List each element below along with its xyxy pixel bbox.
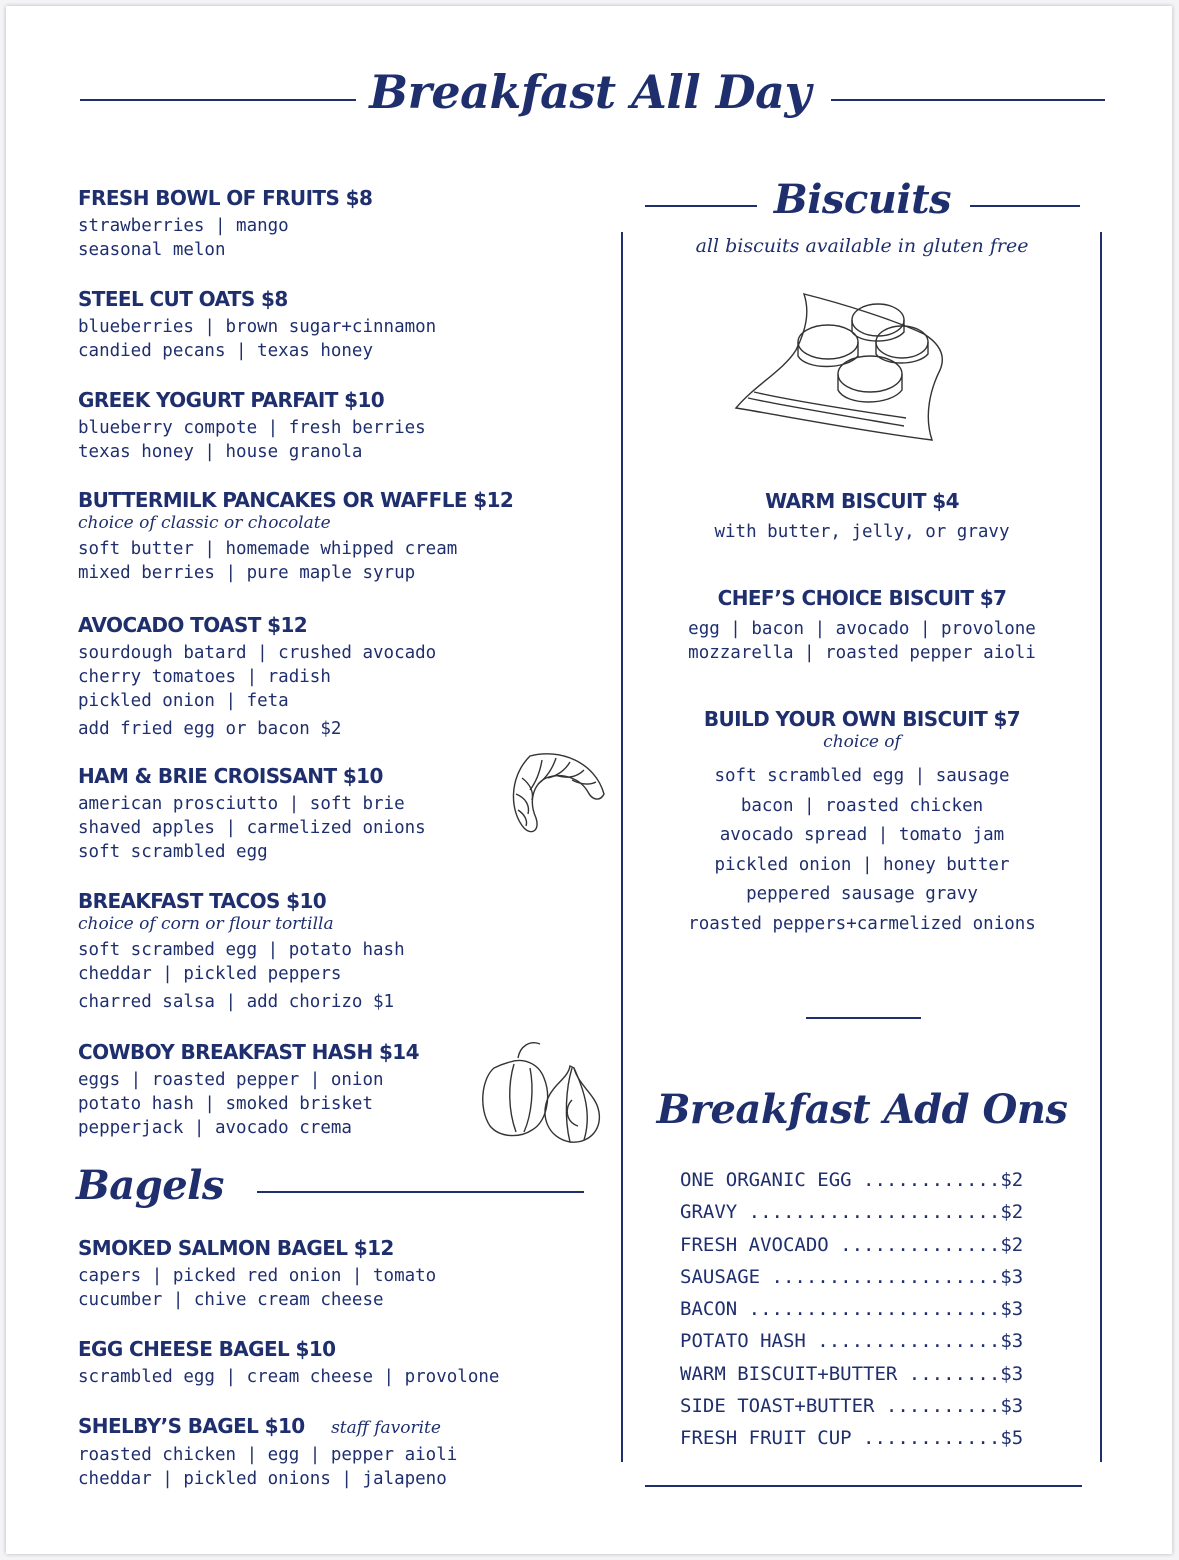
addon-name: POTATO HASH xyxy=(680,1330,806,1353)
item-line: sourdough batard | crushed avocado xyxy=(78,643,437,663)
item-line: bacon | roasted chicken xyxy=(740,795,984,816)
menu-item xyxy=(78,388,426,464)
menu-item xyxy=(78,1040,419,1140)
item-title: HAM & BRIE CROISSANT $10 xyxy=(78,764,383,788)
dot-leader: ................ xyxy=(805,1330,1001,1353)
item-title: SMOKED SALMON BAGEL $12 xyxy=(78,1236,394,1260)
dot-leader: ............ xyxy=(851,1169,1001,1191)
right-panel-border-right xyxy=(1100,232,1102,1462)
addon-name: FRESH AVOCADO xyxy=(680,1233,829,1256)
item-line: blueberry compote | fresh berries xyxy=(78,418,426,438)
item-line: soft scrambled egg xyxy=(78,842,268,862)
addon-name: ONE ORGANIC EGG xyxy=(680,1169,852,1191)
addon-row xyxy=(680,1164,1023,1196)
item-line: egg | bacon | avocado | provolone xyxy=(688,619,1036,639)
addon-name: BACON xyxy=(680,1298,738,1321)
item-addon-line: charred salsa | add chorizo $1 xyxy=(78,992,395,1012)
menu-item xyxy=(78,186,372,262)
item-line: texas honey | house granola xyxy=(78,442,363,462)
biscuit-basket-icon xyxy=(734,290,946,442)
addon-price: $5 xyxy=(1000,1427,1024,1450)
item-line: scrambled egg | cream cheese | provolone xyxy=(78,1367,500,1387)
item-line: peppered sausage gravy xyxy=(746,884,978,904)
item-title: AVOCADO TOAST $12 xyxy=(78,613,308,637)
addon-name: SIDE TOAST+BUTTER xyxy=(680,1395,875,1418)
addon-name: FRESH FRUIT CUP xyxy=(680,1427,852,1450)
dot-leader: .................... xyxy=(760,1265,1001,1288)
menu-item xyxy=(78,287,436,363)
item-line: soft scrambled egg | sausage xyxy=(714,766,1010,786)
dot-leader: .............. xyxy=(828,1233,1001,1256)
addon-price: $3 xyxy=(1000,1330,1024,1353)
item-title: GREEK YOGURT PARFAIT $10 xyxy=(78,388,385,412)
addon-row xyxy=(680,1196,1023,1228)
item-title: BREAKFAST TACOS $10 xyxy=(78,889,327,913)
addon-price: $3 xyxy=(1000,1362,1024,1385)
item-line: roasted peppers+carmelized onions xyxy=(688,913,1036,934)
right-panel-border-bottom xyxy=(645,1485,1082,1487)
item-title: FRESH BOWL OF FRUITS $8 xyxy=(78,186,373,210)
item-line: shaved apples | carmelized onions xyxy=(78,818,426,838)
item-line: eggs | roasted pepper | onion xyxy=(78,1070,384,1090)
croissant-icon xyxy=(500,748,610,840)
item-title: EGG CHEESE BAGEL $10 xyxy=(78,1337,336,1361)
item-line: cherry tomatoes | radish xyxy=(78,667,331,687)
item-line: potato hash | smoked brisket xyxy=(78,1094,374,1114)
menu-item xyxy=(624,707,1100,939)
item-line: soft scrambed egg | potato hash xyxy=(78,940,405,960)
menu-item xyxy=(624,586,1100,665)
addon-name: WARM BISCUIT+BUTTER xyxy=(680,1362,898,1385)
item-line: mixed berries | pure maple syrup xyxy=(78,563,416,583)
item-title: STEEL CUT OATS $8 xyxy=(78,287,288,311)
menu-item xyxy=(78,488,513,585)
bagels-heading: Bagels xyxy=(76,1162,224,1209)
addon-row xyxy=(680,1422,1023,1454)
item-line: capers | picked red onion | tomato xyxy=(78,1266,437,1286)
item-line: blueberries | brown sugar+cinnamon xyxy=(78,317,437,337)
menu-item xyxy=(78,764,426,864)
item-line: american prosciutto | soft brie xyxy=(78,794,405,814)
biscuits-rule-left xyxy=(645,205,757,207)
item-addon-line: add fried egg or bacon $2 xyxy=(78,719,342,739)
item-line: candied pecans | texas honey xyxy=(78,341,374,361)
item-title: SHELBY’S BAGEL $10 xyxy=(78,1414,305,1438)
item-line: seasonal melon xyxy=(78,240,226,260)
addon-price: $3 xyxy=(1000,1395,1024,1418)
item-line: pepperjack | avocado crema xyxy=(78,1118,352,1138)
item-line: avocado spread | tomato jam xyxy=(719,825,1005,845)
item-note: choice of corn or flour tortilla xyxy=(78,914,334,934)
dot-leader: ...................... xyxy=(737,1201,1001,1224)
menu-item xyxy=(78,1414,457,1491)
menu-item xyxy=(78,889,405,1014)
menu-item xyxy=(78,1236,436,1312)
addon-price: $2 xyxy=(1000,1233,1024,1256)
addon-price: $3 xyxy=(1000,1298,1024,1321)
addon-row xyxy=(680,1325,1023,1357)
addons-heading: Breakfast Add Ons xyxy=(656,1086,1068,1133)
item-line: soft butter | homemade whipped cream xyxy=(78,539,458,559)
addon-price: $2 xyxy=(1000,1201,1024,1224)
right-panel-border-left xyxy=(621,232,623,1462)
addon-name: SAUSAGE xyxy=(680,1265,761,1288)
item-title: COWBOY BREAKFAST HASH $14 xyxy=(78,1040,419,1064)
addon-row xyxy=(680,1229,1023,1261)
item-title: WARM BISCUIT $4 xyxy=(765,489,959,513)
menu-item xyxy=(78,1337,499,1389)
bagels-rule xyxy=(257,1191,584,1193)
staff-favorite-note: staff favorite xyxy=(331,1418,441,1438)
item-note: choice of classic or chocolate xyxy=(78,513,331,533)
item-line: with butter, jelly, or gravy xyxy=(714,522,1010,542)
item-line: pickled onion | feta xyxy=(78,691,289,711)
gluten-free-note: all biscuits available in gluten free xyxy=(695,235,1029,257)
addon-row xyxy=(680,1390,1023,1422)
item-line: cheddar | pickled peppers xyxy=(78,964,342,984)
dot-leader: ...................... xyxy=(737,1298,1001,1321)
dot-leader: ............ xyxy=(851,1427,1001,1450)
addon-price: $3 xyxy=(1000,1265,1024,1288)
page-title: Breakfast All Day xyxy=(369,65,811,119)
header-rule-right xyxy=(831,99,1105,101)
dot-leader: .......... xyxy=(874,1395,1001,1418)
item-title: CHEF’S CHOICE BISCUIT $7 xyxy=(717,586,1007,610)
menu-item xyxy=(78,613,436,741)
pepper-onion-icon xyxy=(474,1038,610,1148)
biscuits-heading: Biscuits xyxy=(773,176,952,223)
item-line: cheddar | pickled onions | jalapeno xyxy=(78,1469,447,1489)
addon-price: $2 xyxy=(1000,1169,1024,1191)
item-title: BUILD YOUR OWN BISCUIT $7 xyxy=(703,707,1021,731)
dot-leader: ........ xyxy=(897,1362,1001,1385)
addon-name: GRAVY xyxy=(680,1201,738,1224)
addons-list xyxy=(680,1164,1023,1455)
addon-row xyxy=(680,1293,1023,1325)
item-line: mozzarella | roasted pepper aioli xyxy=(688,643,1036,663)
addon-row xyxy=(680,1261,1023,1293)
item-note: choice of xyxy=(823,732,901,752)
item-line: strawberries | mango xyxy=(78,216,289,236)
biscuits-rule-right xyxy=(970,205,1080,207)
addon-row xyxy=(680,1358,1023,1390)
header-rule-left xyxy=(80,99,356,101)
item-line: cucumber | chive cream cheese xyxy=(78,1290,384,1310)
item-title: BUTTERMILK PANCAKES OR WAFFLE $12 xyxy=(78,488,514,512)
item-line: roasted chicken | egg | pepper aioli xyxy=(78,1445,458,1465)
item-line: pickled onion | honey butter xyxy=(714,854,1010,875)
section-divider xyxy=(806,1017,921,1019)
menu-item xyxy=(624,489,1100,544)
